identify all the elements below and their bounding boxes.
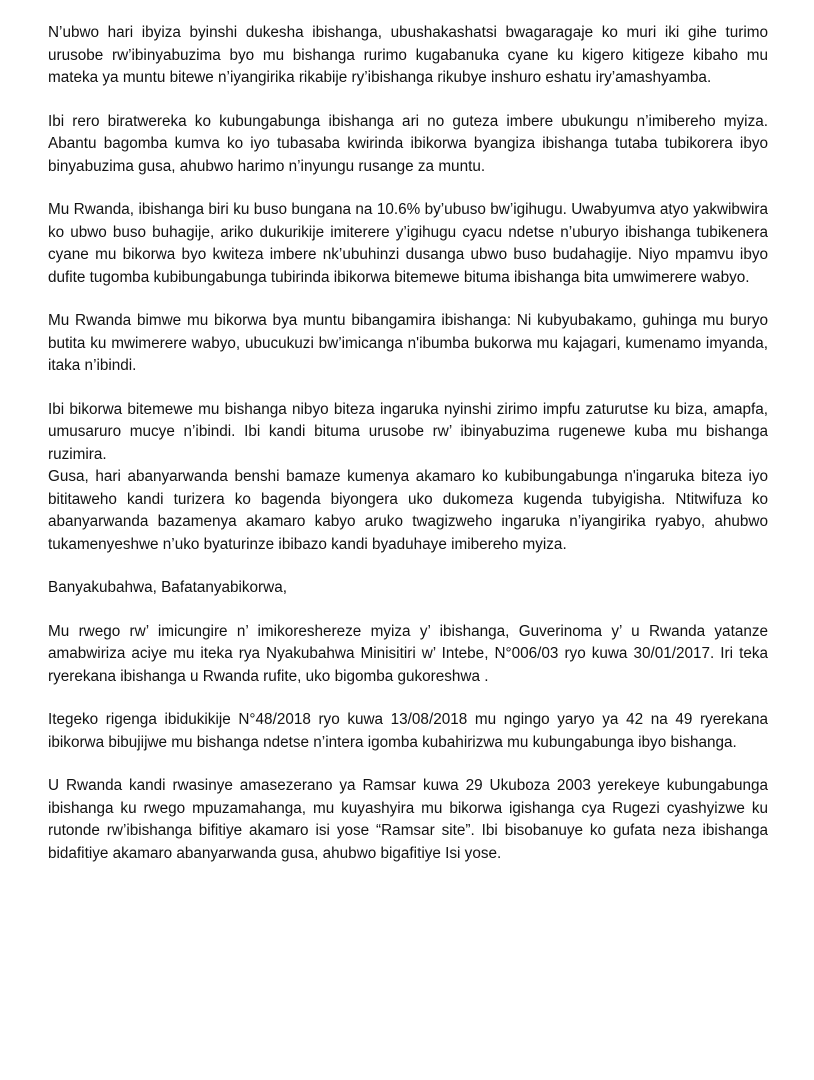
paragraph-environment-law: Itegeko rigenga ibidukikije N°48/2018 ryo kuwa 13/08/2018 mu ngingo yaryo ya 42 na 49 ryerekana ibikorwa bibujijwe mu bishanga ndetse n’intera igomba kubahirizwa mu kubungabunga ibyo bishanga. — [48, 711, 768, 751]
salutation: Banyakubahwa, Bafatanyabikorwa, — [48, 579, 287, 596]
paragraph-awareness: Gusa, hari abanyarwanda benshi bamaze kumenya akamaro ko kubibungabunga n'ingaruka biteza iyo bititaweho kandi turizera ko bagenda biyongera uko dukomeza kugenda tubyigisha. Ntitwifuza ko abanyarwanda bazamenya akamaro kabyo aruko twagizweho ingaruka n’iyangirika ryabyo, ahubwo tukamenyeshwe n’uko byaturinze ibibazo kandi byaduhaye imibereho myiza. — [48, 468, 768, 553]
paragraph-economic-importance: Ibi rero biratwereka ko kubungabunga ibishanga ari no guteza imbere ubukungu n’imibereho myiza. Abantu bagomba kumva ko iyo tubasaba kwirinda ibikorwa byangiza ibishanga tutaba tubikorera ibyo binyabuzima gusa, ahubwo harimo n’inyungu rusange za muntu. — [48, 112, 768, 175]
paragraph-consequences: Ibi bikorwa bitemewe mu bishanga nibyo biteza ingaruka nyinshi zirimo impfu zaturutse ku biza, amapfa, umusaruro mucye n’ibindi. Ibi kandi bituma urusobe rw’ ibinyabuzima rugenewe kuba mu bishanga ruzimira. — [48, 400, 768, 463]
paragraph-government-order: Mu rwego rw’ imicungire n’ imikoreshereze myiza y’ ibishanga, Guverinoma y’ u Rwanda yatanze amabwiriza aciye mu iteka rya Nyakubahwa Minisitiri w’ Intebe, N°006/03 ryo kuwa 30/01/2017. Iri teka ryerekana ibishanga u Rwanda rufite, uko bigomba gukoreshwa . — [48, 622, 768, 685]
paragraph-wetland-coverage: Mu Rwanda, ibishanga biri ku buso bungana na 10.6% by’ubuso bw’igihugu. Uwabyumva atyo yakwibwira ko ubwo buso buhagije, ariko dukurikije imiterere y’igihugu cyacu ndetse n’uburyo ibishanga tubikenera cyane mu bikorwa byo kwiteza imbere nk’ubuhinzi dusanga ubwo buso budahagije. Niyo mpamvu ibyo dufite tugomba kubibungabunga tubirinda ibikorwa bitemewe bituma ibishanga bita umwimerere wabyo. — [48, 201, 768, 286]
paragraph-biodiversity-loss: N’ubwo hari ibyiza byinshi dukesha ibishanga, ubushakashatsi bwagaragaje ko muri iki gihe turimo urusobe rw’ibinyabuzima byo mu bishanga rurimo kugabanuka cyane ku kigero kitigeze kibaho mu mateka ya muntu bitewe n’iyangirika rikabije ry’ibishanga rikubye inshuro eshatu iry’amashyamba. — [48, 24, 768, 86]
paragraph-ramsar-convention: U Rwanda kandi rwasinye amasezerano ya Ramsar kuwa 29 Ukuboza 2003 yerekeye kubungabunga ibishanga ku rwego mpuzamahanga, mu kuyashyira mu bikorwa igishanga cya Rugezi cyashyizwe ku rutonde rw’ibishanga bifitiye akamaro isi yose “Ramsar site”. Ibi bisobanuye ko gufata neza ibishanga bidafitiye akamaro abanyarwanda gusa, ahubwo bigafitiye Isi yose. — [48, 777, 768, 862]
paragraph-harmful-activities: Mu Rwanda bimwe mu bikorwa bya muntu bibangamira ibishanga: Ni kubyubakamo, guhinga mu buryo butita ku mwimerere wabyo, ubucukuzi bw’imicanga n'ibumba bukorwa mu kajagari, kumenamo imyanda, itaka n’ibindi. — [48, 312, 768, 374]
document-page — [48, 22, 768, 886]
